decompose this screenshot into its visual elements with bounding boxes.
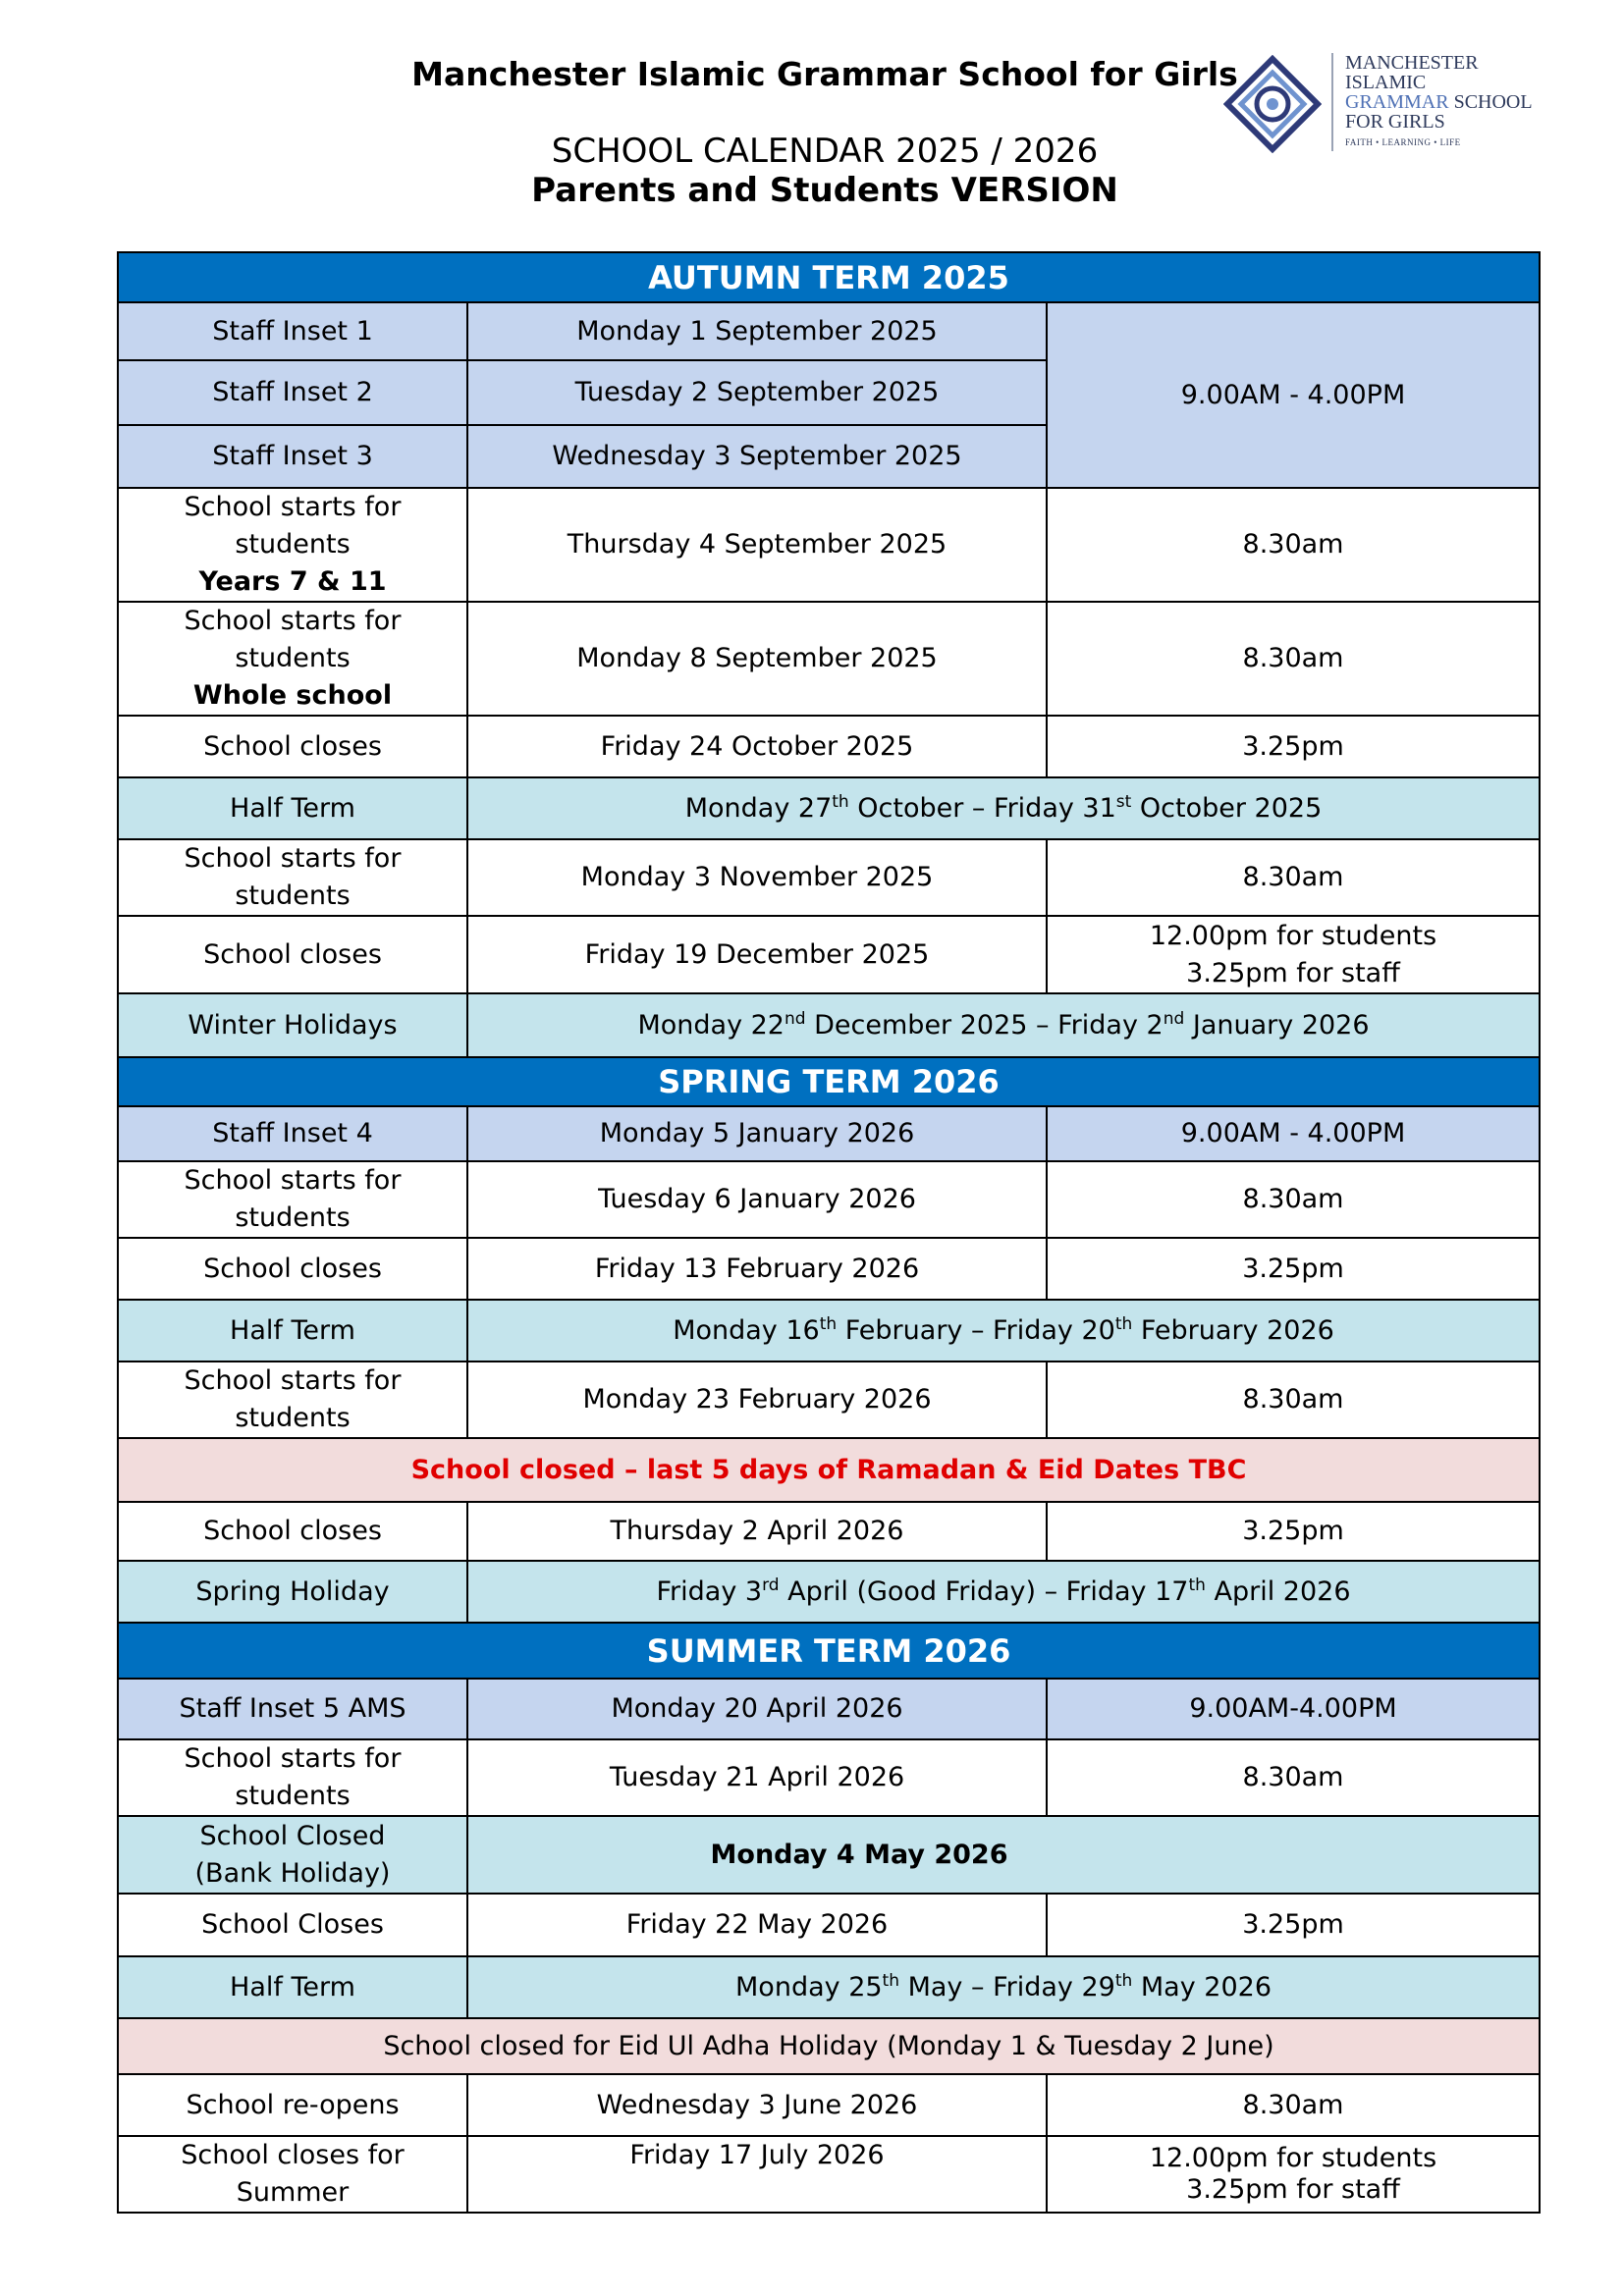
logo-tagline: FAITH • LEARNING • LIFE (1345, 137, 1461, 147)
event-label: Staff Inset 3 (118, 425, 467, 488)
event-label: School starts for students (118, 839, 467, 916)
event-label: School closes (118, 916, 467, 993)
table-row (118, 716, 1540, 777)
table-row (118, 2074, 1540, 2136)
event-label: School starts for students (118, 1161, 467, 1238)
school-logo (1223, 51, 1547, 159)
event-date: Friday 22 May 2026 (467, 1894, 1047, 1956)
event-label: School Closes (118, 1894, 467, 1956)
table-row (118, 1106, 1540, 1161)
event-time: 3.25pm (1047, 1894, 1540, 1956)
table-row (118, 1739, 1540, 1816)
event-date: Monday 5 January 2026 (467, 1106, 1047, 1161)
table-row (118, 839, 1540, 916)
table-row (118, 2136, 1540, 2213)
event-date: Tuesday 21 April 2026 (467, 1739, 1047, 1816)
term-heading: SUMMER TERM 2026 (118, 1623, 1540, 1679)
table-row (118, 1161, 1540, 1238)
event-label: School closes (118, 716, 467, 777)
table-row (118, 488, 1540, 602)
event-time: 3.25pm (1047, 1502, 1540, 1561)
logo-divider (1331, 53, 1333, 151)
event-time: 8.30am (1047, 1362, 1540, 1438)
event-label: Staff Inset 5 AMS (118, 1679, 467, 1739)
event-date-range: Monday 22nd December 2025 – Friday 2nd January 2026 (467, 993, 1540, 1057)
term-heading: SPRING TERM 2026 (118, 1057, 1540, 1106)
event-time: 9.00AM - 4.00PM (1047, 302, 1540, 488)
event-date: Wednesday 3 September 2025 (467, 425, 1047, 488)
event-time: 12.00pm for students 3.25pm for staff (1047, 2136, 1540, 2213)
event-label: School closes (118, 1502, 467, 1561)
term-heading: AUTUMN TERM 2025 (118, 252, 1540, 302)
event-date-range: Monday 25th May – Friday 29th May 2026 (467, 1956, 1540, 2018)
table-row (118, 1300, 1540, 1362)
event-time: 9.00AM - 4.00PM (1047, 1106, 1540, 1161)
event-label: School closes for Summer (118, 2136, 467, 2213)
event-date-range: Monday 27th October – Friday 31st October 2025 (467, 777, 1540, 839)
document-header (0, 0, 1624, 236)
event-label: Spring Holiday (118, 1561, 467, 1623)
summer-term-header-row (118, 1623, 1540, 1679)
event-time: 8.30am (1047, 1739, 1540, 1816)
event-time: 3.25pm (1047, 716, 1540, 777)
table-row (118, 1438, 1540, 1502)
event-date-range: Friday 3rd April (Good Friday) – Friday 17th April 2026 (467, 1561, 1540, 1623)
event-label: School closes (118, 1238, 467, 1300)
table-row (118, 916, 1540, 993)
table-row (118, 993, 1540, 1057)
event-date-range: Monday 16th February – Friday 20th February 2026 (467, 1300, 1540, 1362)
event-label: School starts for students Whole school (118, 602, 467, 716)
table-row (118, 1894, 1540, 1956)
school-calendar-table (117, 251, 1541, 2214)
event-date: Monday 23 February 2026 (467, 1362, 1047, 1438)
table-row (118, 2018, 1540, 2074)
table-row (118, 1502, 1540, 1561)
table-row (118, 1561, 1540, 1623)
event-label: Winter Holidays (118, 993, 467, 1057)
event-date: Friday 13 February 2026 (467, 1238, 1047, 1300)
school-crest-icon (1223, 55, 1322, 153)
event-label: School starts for students Years 7 & 11 (118, 488, 467, 602)
ramadan-notice: School closed – last 5 days of Ramadan & Eid Dates TBC (118, 1438, 1540, 1502)
table-row (118, 1816, 1540, 1894)
table-row (118, 777, 1540, 839)
event-time: 12.00pm for students 3.25pm for staff (1047, 916, 1540, 993)
event-date: Tuesday 6 January 2026 (467, 1161, 1047, 1238)
logo-wordmark: MANCHESTER ISLAMIC GRAMMAR SCHOOL FOR GIRLS (1345, 52, 1533, 133)
school-name: Manchester Islamic Grammar School for Girls (411, 55, 1238, 93)
event-time: 8.30am (1047, 2074, 1540, 2136)
event-label: Staff Inset 4 (118, 1106, 467, 1161)
table-row (118, 1238, 1540, 1300)
event-label: Half Term (118, 1300, 467, 1362)
table-row (118, 602, 1540, 716)
event-time: 8.30am (1047, 839, 1540, 916)
event-label: Staff Inset 2 (118, 360, 467, 425)
event-label: School starts for students (118, 1739, 467, 1816)
event-date: Wednesday 3 June 2026 (467, 2074, 1047, 2136)
event-date: Tuesday 2 September 2025 (467, 360, 1047, 425)
event-time: 3.25pm (1047, 1238, 1540, 1300)
event-date: Thursday 4 September 2025 (467, 488, 1047, 602)
event-date: Friday 17 July 2026 (467, 2136, 1047, 2213)
event-date: Thursday 2 April 2026 (467, 1502, 1047, 1561)
event-date: Monday 3 November 2025 (467, 839, 1047, 916)
autumn-term-header-row (118, 252, 1540, 302)
event-label: Half Term (118, 777, 467, 839)
event-label: Half Term (118, 1956, 467, 2018)
calendar-title: SCHOOL CALENDAR 2025 / 2026 (551, 132, 1099, 171)
event-label: School Closed (Bank Holiday) (118, 1816, 467, 1894)
event-date: Friday 19 December 2025 (467, 916, 1047, 993)
event-date: Monday 20 April 2026 (467, 1679, 1047, 1739)
event-date: Friday 24 October 2025 (467, 716, 1047, 777)
event-date: Monday 1 September 2025 (467, 302, 1047, 360)
event-time: 9.00AM-4.00PM (1047, 1679, 1540, 1739)
eid-notice: School closed for Eid Ul Adha Holiday (Monday 1 & Tuesday 2 June) (118, 2018, 1540, 2074)
event-time: 8.30am (1047, 488, 1540, 602)
event-date: Monday 8 September 2025 (467, 602, 1047, 716)
table-row (118, 302, 1540, 360)
event-label: School starts for students (118, 1362, 467, 1438)
event-label: Staff Inset 1 (118, 302, 467, 360)
calendar-version: Parents and Students VERSION (531, 171, 1118, 210)
event-time: 8.30am (1047, 1161, 1540, 1238)
event-time: 8.30am (1047, 602, 1540, 716)
event-date: Monday 4 May 2026 (467, 1816, 1540, 1894)
event-label: School re-opens (118, 2074, 467, 2136)
spring-term-header-row (118, 1057, 1540, 1106)
table-row (118, 1362, 1540, 1438)
table-row (118, 1956, 1540, 2018)
table-row (118, 1679, 1540, 1739)
